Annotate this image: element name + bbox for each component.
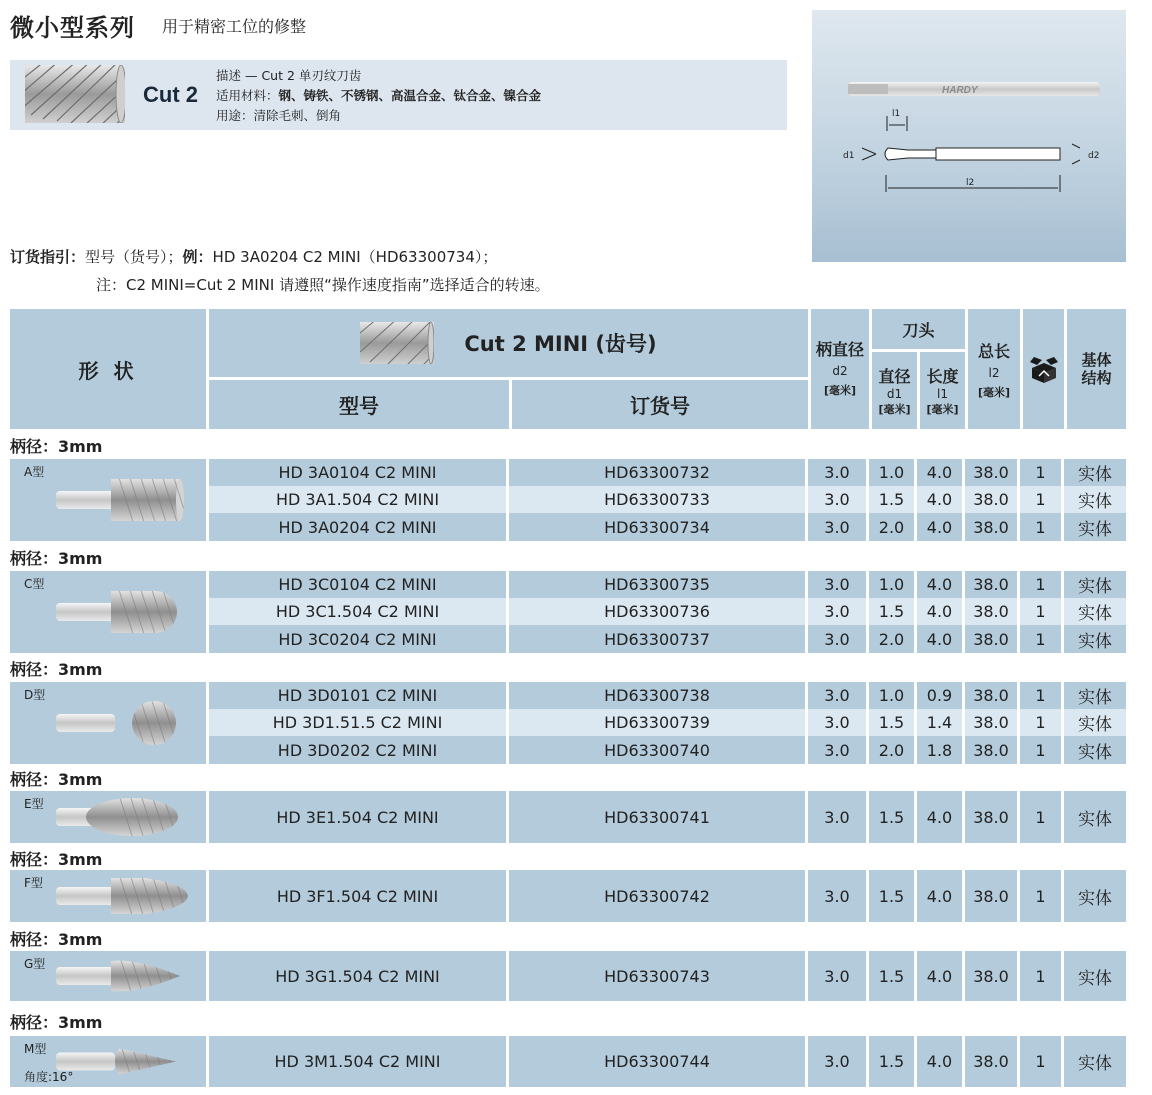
page-title: 微小型系列 (10, 14, 135, 42)
cell-d1: 2.0 (869, 736, 917, 764)
cell-l2: 38.0 (965, 791, 1020, 843)
cell-d1: 1.0 (869, 571, 917, 598)
cell-d2: 3.0 (808, 625, 869, 653)
header-order-no: 订货号 (512, 380, 808, 429)
cell-d1: 1.5 (869, 791, 917, 843)
cell-order: HD63300736 (509, 598, 808, 625)
cut-desc-line2: 适用材料：钢、铸铁、不锈钢、高温合金、钛合金、镍合金 (216, 88, 542, 103)
cell-l1: 4.0 (917, 625, 965, 653)
cell-d2: 3.0 (808, 791, 869, 843)
cell-d2: 3.0 (808, 709, 869, 736)
cell-l1: 0.9 (917, 682, 965, 709)
table-row (209, 709, 1126, 736)
cell-base: 实体 (1078, 888, 1112, 909)
cell-base: 实体 (1078, 465, 1112, 485)
cell-d2: 3.0 (808, 1036, 869, 1087)
burr-shape-image (56, 1036, 206, 1091)
cell-qty: 1 (1020, 682, 1064, 709)
cell-model: HD 3A0204 C2 MINI (209, 513, 509, 541)
shape-type-label: C型 (24, 577, 45, 591)
shape-type-label: E型 (24, 797, 44, 811)
cell-base: 实体 (1078, 715, 1112, 735)
shape-cell (10, 870, 206, 922)
header-package (1023, 309, 1064, 429)
cell-l1: 4.0 (917, 598, 965, 625)
cell-d1: 2.0 (869, 513, 917, 541)
cell-base: 实体 (1078, 492, 1112, 512)
cell-d2: 3.0 (808, 951, 869, 1001)
cell-qty: 1 (1020, 709, 1064, 736)
cell-l2: 38.0 (965, 459, 1020, 486)
cell-l1: 4.0 (917, 486, 965, 513)
cell-model: HD 3D0202 C2 MINI (209, 736, 509, 764)
shape-cell (10, 459, 206, 541)
cut-desc-line1: 描述 — Cut 2 单刃纹刀齿 (216, 68, 362, 83)
cell-qty: 1 (1020, 1036, 1064, 1087)
cell-order: HD63300732 (509, 459, 808, 486)
cell-l1: 1.8 (917, 736, 965, 764)
section-shank-label: 柄径：3mm (10, 549, 103, 568)
burr-shape-image (56, 571, 206, 657)
cell-d1: 1.5 (869, 870, 917, 922)
cell-base: 实体 (1078, 742, 1112, 763)
table-row (209, 951, 1126, 1001)
cell-qty: 1 (1020, 791, 1064, 843)
cell-l1: 4.0 (917, 870, 965, 922)
section-shank-label: 柄径：3mm (10, 660, 103, 679)
cell-qty: 1 (1020, 598, 1064, 625)
cell-l2: 38.0 (965, 598, 1020, 625)
header-model: 型号 (209, 380, 509, 429)
order-guide-line1: 订货指引：型号（货号）；例：HD 3A0204 C2 MINI（HD63300734）； (10, 248, 498, 266)
cell-d1: 1.5 (869, 951, 917, 1001)
cell-l2: 38.0 (965, 870, 1020, 922)
table-row (209, 513, 1126, 541)
cut-desc-line3: 用途：清除毛刺、倒角 (216, 108, 342, 123)
shape-cell (10, 1036, 206, 1087)
shape-cell (10, 571, 206, 653)
cell-model: HD 3D0101 C2 MINI (209, 682, 509, 709)
cell-qty: 1 (1020, 513, 1064, 541)
cell-base: 实体 (1078, 809, 1112, 830)
cell-model: HD 3A1.504 C2 MINI (209, 486, 509, 513)
cell-base: 实体 (1078, 1054, 1112, 1074)
section-shank-label: 柄径：3mm (10, 437, 103, 456)
cell-order: HD63300739 (509, 709, 808, 736)
dimension-drawing (812, 10, 1126, 262)
cell-l2: 38.0 (965, 571, 1020, 598)
table-row (209, 791, 1126, 843)
cell-l1: 4.0 (917, 571, 965, 598)
cell-order: HD63300742 (509, 870, 808, 922)
cell-l2: 38.0 (965, 709, 1020, 736)
cell-d1: 1.5 (869, 598, 917, 625)
cell-model: HD 3F1.504 C2 MINI (209, 870, 509, 922)
cell-model: HD 3C1.504 C2 MINI (209, 598, 509, 625)
table-row (209, 1036, 1126, 1087)
shape-type-label: F型 (24, 876, 43, 890)
cell-l2: 38.0 (965, 682, 1020, 709)
burr-shape-image (56, 951, 206, 1005)
cell-d2: 3.0 (808, 682, 869, 709)
shape-angle-label: 角度:16° (24, 1070, 74, 1084)
cell-base: 实体 (1078, 519, 1112, 540)
shape-cell (10, 682, 206, 764)
cell-model: HD 3C0104 C2 MINI (209, 571, 509, 598)
cell-qty: 1 (1020, 459, 1064, 486)
cell-l2: 38.0 (965, 513, 1020, 541)
cell-model: HD 3E1.504 C2 MINI (209, 791, 509, 843)
order-guide-note: 注：C2 MINI=Cut 2 MINI 请遵照“操作速度指南”选择适合的转速。 (96, 276, 550, 294)
cell-l1: 4.0 (917, 513, 965, 541)
burr-shape-image (56, 459, 206, 545)
cell-base: 实体 (1078, 631, 1112, 652)
cell-order: HD63300740 (509, 736, 808, 764)
cut-burr-image (25, 65, 125, 123)
diagram-d2: d2 (1088, 151, 1100, 161)
cell-qty: 1 (1020, 870, 1064, 922)
table-row (209, 486, 1126, 513)
header-cut-title-cell (209, 309, 808, 377)
cell-base: 实体 (1078, 968, 1112, 989)
cell-qty: 1 (1020, 625, 1064, 653)
cell-l1: 4.0 (917, 791, 965, 843)
cell-l1: 1.4 (917, 709, 965, 736)
table-row (209, 682, 1126, 709)
cell-d2: 3.0 (808, 571, 869, 598)
section-shank-label: 柄径：3mm (10, 1013, 103, 1032)
table-row (209, 571, 1126, 598)
shape-cell (10, 951, 206, 1001)
cell-base: 实体 (1078, 604, 1112, 624)
page-subtitle: 用于精密工位的修整 (162, 17, 307, 36)
header-length: 长度 l1 [毫米] (920, 352, 965, 429)
header-blade: 刀头 (872, 309, 965, 349)
shape-type-label: A型 (24, 465, 45, 479)
section-shank-label: 柄径：3mm (10, 850, 103, 869)
cell-d2: 3.0 (808, 736, 869, 764)
cell-d2: 3.0 (808, 870, 869, 922)
diagram-d1: d1 (843, 151, 855, 161)
cell-order: HD63300734 (509, 513, 808, 541)
cell-model: HD 3C0204 C2 MINI (209, 625, 509, 653)
shape-cell (10, 791, 206, 843)
shape-type-label: G型 (24, 957, 46, 971)
cell-d1: 1.5 (869, 486, 917, 513)
cell-l2: 38.0 (965, 951, 1020, 1001)
cell-order: HD63300743 (509, 951, 808, 1001)
cell-order: HD63300744 (509, 1036, 808, 1087)
diagram-l1: l1 (892, 109, 901, 119)
header-dia: 直径 d1 [毫米] (872, 352, 917, 429)
cell-d1: 1.5 (869, 709, 917, 736)
cell-order: HD63300741 (509, 791, 808, 843)
cut-description (216, 66, 541, 126)
cell-qty: 1 (1020, 571, 1064, 598)
burr-shape-image (56, 870, 206, 926)
section-shank-label: 柄径：3mm (10, 770, 103, 789)
burr-shape-image (56, 682, 206, 768)
cell-base: 实体 (1078, 688, 1112, 708)
header-total: 总长 l2 [毫米] (968, 309, 1020, 429)
cell-d1: 1.5 (869, 1036, 917, 1087)
cell-order: HD63300733 (509, 486, 808, 513)
header-shape: 形 状 (10, 309, 206, 429)
cell-d2: 3.0 (808, 513, 869, 541)
cell-order: HD63300738 (509, 682, 808, 709)
cell-model: HD 3G1.504 C2 MINI (209, 951, 509, 1001)
cell-qty: 1 (1020, 736, 1064, 764)
shape-type-label: M型 (24, 1042, 47, 1056)
shape-type-label: D型 (24, 688, 46, 702)
diagram-l2: l2 (966, 178, 975, 188)
cut-burr-thumb (360, 322, 434, 364)
table-row (209, 870, 1126, 922)
cell-l2: 38.0 (965, 1036, 1020, 1087)
cell-l2: 38.0 (965, 625, 1020, 653)
diagram-brand: HARDY (942, 85, 978, 96)
package-boxes-icon (1029, 354, 1059, 384)
cell-d2: 3.0 (808, 486, 869, 513)
header-base: 基体结构 (1067, 309, 1126, 429)
cell-d2: 3.0 (808, 459, 869, 486)
cell-d2: 3.0 (808, 598, 869, 625)
header-cut-title: Cut 2 MINI (齿号) (464, 332, 657, 356)
cell-qty: 1 (1020, 486, 1064, 513)
cell-d1: 1.0 (869, 682, 917, 709)
cell-l1: 4.0 (917, 1036, 965, 1087)
cell-qty: 1 (1020, 951, 1064, 1001)
cell-l2: 38.0 (965, 736, 1020, 764)
cut-label: Cut 2 (143, 82, 198, 107)
cell-base: 实体 (1078, 577, 1112, 597)
cell-d1: 2.0 (869, 625, 917, 653)
section-shank-label: 柄径：3mm (10, 930, 103, 949)
cell-l1: 4.0 (917, 459, 965, 486)
cell-order: HD63300735 (509, 571, 808, 598)
table-row (209, 736, 1126, 764)
cell-l2: 38.0 (965, 486, 1020, 513)
dimension-diagram (812, 10, 1126, 262)
cell-model: HD 3A0104 C2 MINI (209, 459, 509, 486)
table-row (209, 598, 1126, 625)
cell-d1: 1.0 (869, 459, 917, 486)
table-row (209, 625, 1126, 653)
cell-model: HD 3D1.51.5 C2 MINI (209, 709, 509, 736)
cell-order: HD63300737 (509, 625, 808, 653)
header-shank-dia: 柄直径 d2 [毫米] (811, 309, 869, 429)
cell-model: HD 3M1.504 C2 MINI (209, 1036, 509, 1087)
burr-shape-image (56, 791, 206, 847)
cell-l1: 4.0 (917, 951, 965, 1001)
table-row (209, 459, 1126, 486)
